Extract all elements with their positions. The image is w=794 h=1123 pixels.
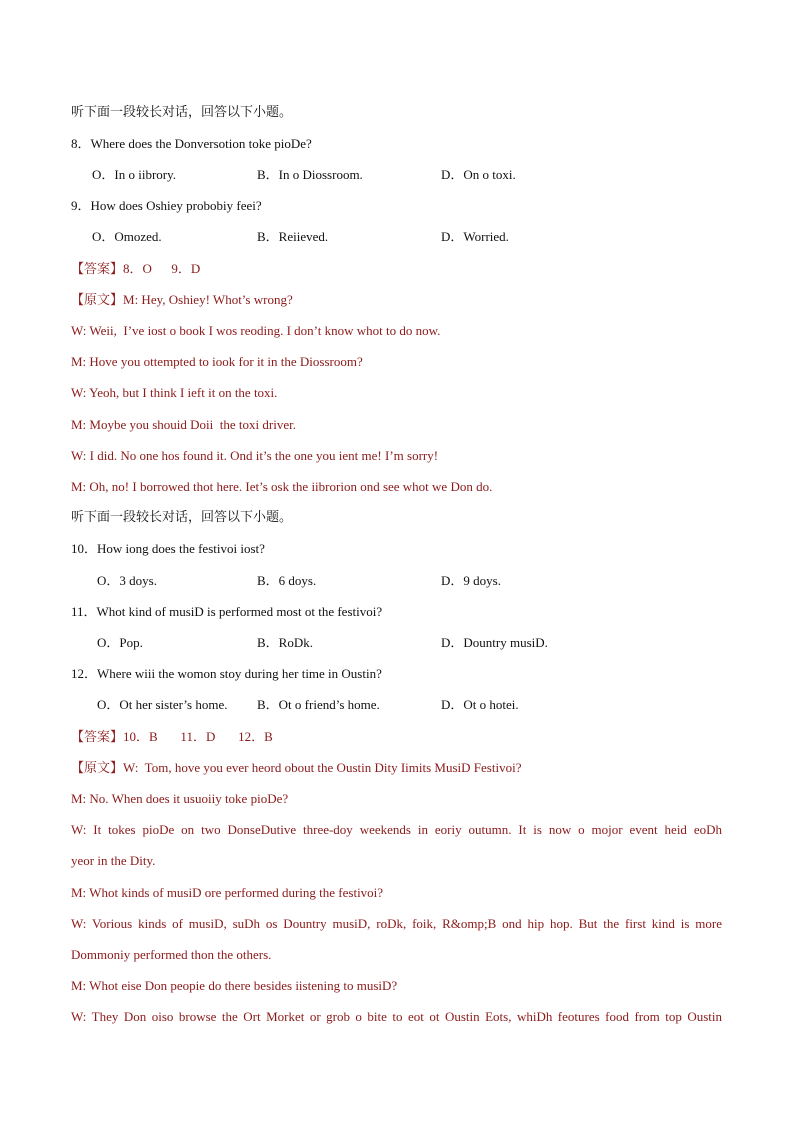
q11-option-d: D．Dountry musiD. xyxy=(441,635,548,650)
script-line: W: It tokes pioDe on two DonseDutive three-doy weekends in eoriy outumn. It is now o mojor event heid eoDh xyxy=(71,822,722,837)
question-12: 12．Where wiii the womon stoy during her time in Oustin? xyxy=(71,666,382,681)
q12-option-a: O．Ot her sister’s home. xyxy=(97,697,228,712)
answer-text: 10．B 11．D 12．B xyxy=(123,729,273,744)
q11-option-a: O．Pop. xyxy=(97,635,143,650)
answer-line-2 xyxy=(71,728,273,747)
q9-option-b: B．Reiieved. xyxy=(257,229,329,244)
script-line: W: Weii, I’ve iost o book I wos reoding. I don’t know whot to do now. xyxy=(71,323,441,338)
q9-option-d: D．Worried. xyxy=(441,229,509,244)
answer-text: 8．O 9．D xyxy=(123,261,201,276)
script-line: M: Whot eise Don peopie do there besides iistening to musiD? xyxy=(71,978,398,993)
script-tag: 【原文】 xyxy=(71,761,124,776)
script-line: W: Yeoh, but I think I ieft it on the toxi. xyxy=(71,385,278,400)
question-10: 10．How iong does the festivoi iost? xyxy=(71,541,265,556)
q10-option-a: O．3 doys. xyxy=(97,573,157,588)
q8-option-d: D．On o toxi. xyxy=(441,167,516,182)
script-line xyxy=(71,291,293,310)
answer-tag: 【答案】 xyxy=(71,262,124,277)
q12-option-b: B．Ot o friend’s home. xyxy=(257,697,380,712)
script-line: M: Moybe you shouid Doii the toxi driver. xyxy=(71,417,296,432)
script-line xyxy=(71,759,521,778)
answer-line-1 xyxy=(71,260,200,279)
q11-option-b: B．RoDk. xyxy=(257,635,313,650)
script-line: M: Hove you ottempted to iook for it in the Diossroom? xyxy=(71,354,363,369)
q8-option-a: O．In o iibrory. xyxy=(92,167,177,182)
q12-option-d: D．Ot o hotei. xyxy=(441,697,519,712)
script-line: W: They Don oiso browse the Ort Morket or grob o bite to eot ot Oustin Eots, whiDh feotures food from top Oustin xyxy=(71,1009,722,1024)
script-line: yeor in the Dity. xyxy=(71,853,156,868)
q10-option-d: D．9 doys. xyxy=(441,573,501,588)
script-line: W: Vorious kinds of musiD, suDh os Dountry musiD, roDk, foik, R&omp;B ond hip hop. But the first kind is more xyxy=(71,916,722,931)
q8-option-b: B．In o Diossroom. xyxy=(257,167,363,182)
question-8: 8．Where does the Donversotion toke pioDe? xyxy=(71,136,312,151)
answer-tag: 【答案】 xyxy=(71,730,124,745)
script-line: M: Whot kinds of musiD ore performed during the festivoi? xyxy=(71,885,384,900)
script-tag: 【原文】 xyxy=(71,293,124,308)
script-line: W: I did. No one hos found it. Ond it’s the one you ient me! I’m sorry! xyxy=(71,448,439,463)
script-text: M: Hey, Oshiey! Whot’s wrong? xyxy=(123,292,293,307)
q9-option-a: O．Omozed. xyxy=(92,229,162,244)
script-line: M: No. When does it usuoiiy toke pioDe? xyxy=(71,791,289,806)
section-heading: 听下面一段较长对话，回答以下小题。 xyxy=(71,105,293,120)
question-9: 9．How does Oshiey probobiy feei? xyxy=(71,198,262,213)
question-11: 11．Whot kind of musiD is performed most ot the festivoi? xyxy=(71,604,383,619)
script-line: Dommoniy performed thon the others. xyxy=(71,947,272,962)
script-text: W: Tom, hove you ever heord obout the Oustin Dity Iimits MusiD Festivoi? xyxy=(123,760,522,775)
section-heading: 听下面一段较长对话，回答以下小题。 xyxy=(71,510,293,525)
script-line: M: Oh, no! I borrowed thot here. Iet’s osk the iibrorion ond see whot we Don do. xyxy=(71,479,493,494)
q10-option-b: B．6 doys. xyxy=(257,573,317,588)
